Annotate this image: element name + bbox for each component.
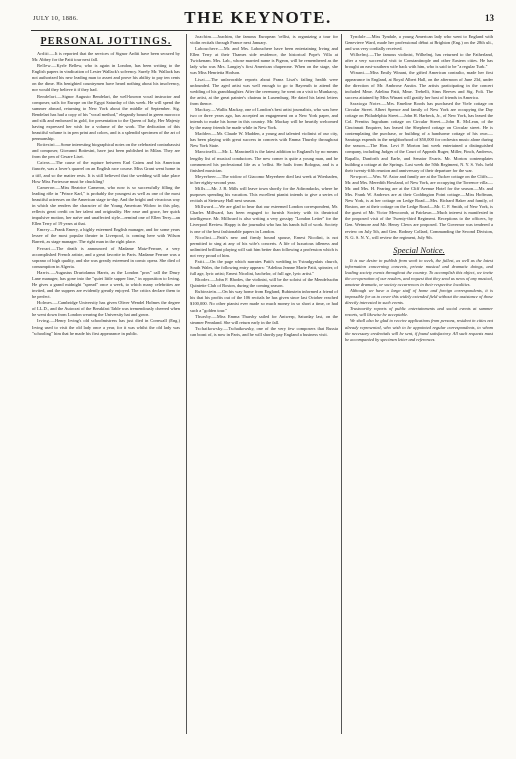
- article-paragraph: [190, 314, 338, 326]
- article-text: John F. Rhodes, the violinist, will be the soloist of the Mendelssohn Quintette Club of Boston, during the coming season.: [190, 277, 338, 289]
- article-paragraph: [32, 300, 180, 318]
- article-text: Miss Emily Winant, the gifted American contralto, made her first appearance in England, at Royal Albert Hall, on the afternoon of June 23d, under the direction of Mr. Ambrose Austin. The artists participating in the concert included Mme. Adelina Patti, Mme. Trebelli, Sims Reeves and Sig. Foli. The success attained by Miss Winant will gratify her host of friends in America.: [345, 70, 493, 100]
- article-paragraph: [32, 94, 180, 143]
- article-paragraph: [32, 246, 180, 270]
- article-lead: Joachim.—: [195, 34, 218, 39]
- article-lead: Newport.—: [350, 173, 373, 179]
- article-paragraph: [32, 318, 180, 336]
- article-paragraph: [32, 270, 180, 300]
- masthead-title: THE KEYNOTE.: [184, 8, 332, 27]
- article-lead: Tyndale.—: [350, 34, 372, 39]
- article-text: The unfavorable reports about Franz Liszt's failing health were unfounded. The aged artist was well enough to go to Bayreuth to attend the wedding of his granddaughter. After the ceremony, he went on a visit to Munkacsy, the artist, at the great painter's chateau in Luxemburg. He dated his latest letters from thence.: [190, 76, 338, 106]
- article-lead: Holmes.—: [37, 300, 58, 306]
- article-lead: Nicolini.—: [195, 234, 218, 240]
- article-text: Wallis Mackay, one of London's best artist journalists, who was here two or three years ago, has accepted an engagement on a New York paper, and intends to make his home in this country. Mr. Mackay will be heartily welcomed by the many friends he made while in New York.: [190, 106, 338, 131]
- column-middle: [190, 34, 338, 736]
- article-text: The cause of the rupture between Earl Cairns and his American fiancée, was a lover's quarrel on an English race course. Miss Grant went home in a tiff, and so the matter rests. It is still believed that the wedding will take place How Miss Fortescue must be chuckling!: [32, 160, 180, 184]
- article-lead: Arditi.—: [37, 51, 55, 56]
- article-text: Wm. W. Astor and family are at the Tucker cottage on the Cliffs.—Mr. and Mrs. Meredith Howland, of New York, are occupying the Torrence villa.—Mr. and Mrs. H. Fearing are at the Cliff Avenue Hotel for the season.—Mr. and Mrs. Frank W. Andrews are at their Coddington Point cottage.—Miss Hoffman, New York, is at her cottage on Ledge Road.—Mrs. Richard Baker and family, of Boston, are at their cottage on the Ledge Road.—Mr. C. F. Smith, of New York, is the guest of Mr. Victor Mewcomb, at Fairlawn.—Much interest is manifested in the proposed visit of the Twenty-third Regiment. Receptions to the officers, by Gen. Wetmore and Mr. Henry Clews are proposed. The Governor was tendered a review on July 5th, and Gen. Rodney Collard, Commanding the Second Division, N. G. S. N. Y., will review the regiment, July 9th.: [345, 173, 493, 240]
- article-text: On the page which narrates Patti's wedding in Ystradgynlais church, South Wales, the following entry appears: "Adelina Jeanne Marie Patti, spinster, of full age, lyric artist; Ernest Nicolini, bachelor, of full age, lyric artist.": [190, 258, 338, 277]
- article-paragraph: [190, 77, 338, 107]
- paragraph-list: [32, 51, 180, 337]
- article-text: Cambridge University has given Oliver Wendel Holmes the degree of LL.D., and the Autocrat of the Breakfast Table was tremendously cheered when he went down from London wearing the University hat and gown.: [32, 300, 180, 318]
- article-paragraph: [190, 131, 338, 149]
- article-text: On his way home from England, Rubinstein informed a friend of his that his profits out of the 106 recitals he has given since last October reached $100,000. No other pianist ever made so much money in so short a time, or had such a "golden tour.": [190, 289, 338, 313]
- column-divider: [341, 34, 342, 734]
- article-text: Augustus Druriolanus Harris, as the London "pros" call the Drury Lane manager, has gone into the "quiet little supper line," in opposition to Irving. He gives a grand midnight "spread" once a week, to which many celebrities are invited, and the suppers are evidently greatly enjoyed. The critics declare them to be perfect.: [32, 269, 180, 300]
- article-text: Mr. Claude W. Madden, a young and talented violinist of our city, has been playing with great success in concerts with Emma Thursby throughout New York State.: [190, 131, 338, 149]
- article-lead: Thursby.—: [195, 313, 217, 319]
- article-text: Mr. J. B. Mills will leave town shortly for the Adirondacks, where he purposes spending his vacation. This excellent pianist intends to give a series of recitals at Steinway Hall next season.: [190, 185, 338, 204]
- column-right: [345, 34, 493, 736]
- article-text: Mr. L. Mancinelli is the latest addition to England's by no means lengthy list of musical conductors. The new comer is quite a young man, and he commenced his professional life as a 'cellist. He hails from Bologna, and is a finished musician.: [190, 149, 338, 173]
- article-text: Kyrle Bellew, who is again in London, has been writing to the English papers in vindication of Lester Wallack's solvency. Surely Mr. Wallack has not authorized his new leading man to assert and prove his ability to pay ten cents on the dime. His benighted countrymen have heard nothing about his insolvency, nor would they believe it if they had.: [32, 63, 180, 93]
- column-personal-jottings: [32, 34, 180, 736]
- article-lead: Ferrari.—: [37, 245, 57, 251]
- article-paragraph: [345, 101, 493, 174]
- article-text: Henry Irving's old schoolmistress has just died in Cornwall (Eng.) Irving used to visit the old lady once a year, for it was whilst the old lady was "schooling" him that he made his first appearance in public.: [32, 318, 180, 336]
- article-lead: Labouchere.—: [195, 46, 224, 52]
- article-paragraph: [32, 142, 180, 160]
- article-text: Miss Emma Thursby sailed for Antwerp, Saturday last, on the steamer Pennland. She will return early in the fall.: [190, 313, 338, 325]
- article-lead: Madden.—: [195, 131, 217, 137]
- article-text: Some interesting biographical notes on the celebrated contrabassist and composer, Giovanni Bottesini, have just been published in Milan. They are from the pen of Cesare Lisei.: [32, 142, 180, 160]
- notice-paragraph: It is our desire to publish from week to week, the fullest, as well as the latest information concerning concerts, private musical and dramatic doings, and leading society events throughout the country. To accomplish this object, we invite the co-operation of our readers, and request that they send us news of any musical, amateur dramatic, or society occurrences in their respective localities.: [345, 257, 493, 287]
- article-lead: Emery—: [37, 227, 55, 233]
- article-paragraph: [190, 34, 338, 46]
- article-lead: Wilhelmj.—: [350, 52, 375, 58]
- article-lead: Bellew.—: [37, 63, 57, 69]
- article-text: The widow of Giacomo Meyerbeer died last week at Wiesbaden, in her eighty-second year.: [190, 173, 338, 185]
- article-lead: Tschaikowsky.—: [195, 325, 229, 331]
- issue-date: JULY 10, 1886.: [33, 15, 79, 22]
- article-paragraph: [190, 46, 338, 76]
- header-rule: [31, 30, 493, 31]
- article-paragraph: [345, 52, 493, 70]
- article-lead: Bottesini.—: [37, 142, 61, 148]
- article-lead: Rubinstein.—: [195, 289, 223, 295]
- article-lead: Irving.—: [37, 318, 55, 324]
- article-lead: Patti.—: [195, 258, 211, 264]
- article-text: Miss Beatrice Cameron, who now is so successfully filling the leading rôle in "Prince Karl," is probably the youngest as well as one of the most beautiful actresses on the American stage to-day. And the bright and vivacious way in which she renders the character of the Young American Widow in this play, reflects great credit on her talent and originality. Her ease and grace, her quick impulsive motion, her naïve and unaffected style—remind one of Ellen Terry—an Ellen Terry of 19 years at that.: [32, 184, 180, 227]
- article-lead: Rhodes.—: [195, 277, 216, 283]
- article-text: The death is announced of Madame Matz-Ferrare, a very accomplished French artiste, and a great favorite in Paris. Madame Ferrare was a soprano of high quality, and she was greatly esteemed in comic opera. She died of consumption in Algeria.: [32, 245, 180, 269]
- article-text: Mr. and Mrs. Labouchere have been entertaining Irving and Ellen Terry at their Thames side residence, the historical Pope's Villa at Twickenam. Mrs. Lab., whose married name is Pigeon, will be remembered as the lady who was Mrs. Langtry's first American chaperone. When on the stage, she was Miss Henrietta Hodson.: [190, 46, 338, 76]
- article-text: Miss Tyndale, a young American lady who went to England with Genevieve Ward, made her professional début at Brighton (Eng.) on the 28th ult., and was very cordially received.: [345, 34, 493, 52]
- article-paragraph: [32, 63, 180, 93]
- article-text: Mrs. Emeline Roods has purchased the Viele cottage on Circular Street. Albert Spence and family of New York are occupying the Day cottage on Philadelphia Street.—John H. Harbeck, Jr., of New York, has leased the Col. Prentiss Ingraham cottage on Circular Street.—John R. McLean, of the Cincinnati Enquirer, has leased the Shepherd cottage on Circular street. He is contemplating the purchase, or building of a handsome cottage of his own.—Saratoga expends in the neighborhood of $50,000 for orchestra music alone during the season.—The Hon. Levi P. Morton last week entertained a distinguished company, including Judges of the Court of Appeals Ruger, Miller, Finch, Andrews, Rapallo, Danforth and Earle, and Senator Evarts. Mr. Morton contemplates building a cottage at the Springs. Last week the 50th Regiment, N. Y. S. Vols. held their twenty-fifth reunion and anniversary of their departure for the war.: [345, 100, 493, 173]
- article-paragraph: [190, 289, 338, 313]
- article-text: Signor Augusto Bendelari, the well-known vocal instructor and composer, sails for Europe on the Egypt Saturday of this week. He will spend the summer abroad, returning to New York about the middle of September. Sig. Bendelari has had a copy of his "vocal method," elegantly bound in green morocco and silk and embossed in gold, for presentation to the Queen of Italy, Her Majesty having expressed her wish for a volume of the work. The dedication of this beautiful volume is in pen print and colors, and is a splendid specimen of the art of penmanship.: [32, 93, 180, 142]
- article-paragraph: [190, 107, 338, 131]
- article-lead: Mills.—: [195, 185, 212, 191]
- article-lead: Liszt.—: [195, 76, 211, 82]
- article-lead: Mancinelli.—: [195, 149, 223, 155]
- page-number: 13: [485, 13, 494, 23]
- special-notice-body: [345, 258, 493, 343]
- article-paragraph: [345, 34, 493, 52]
- article-paragraph: [32, 160, 180, 184]
- column-divider: [186, 34, 187, 734]
- section-heading: PERSONAL JOTTINGS.: [40, 36, 172, 47]
- article-paragraph: [32, 227, 180, 245]
- special-notice-heading: Special Notice.: [393, 244, 445, 255]
- paragraph-list: [190, 34, 338, 338]
- article-text: Tschaikowsky, one of the very few composers that Russia can boast of, is now in Paris, and he will shortly pay England a business visit.: [190, 325, 338, 337]
- page-header: [0, 0, 516, 30]
- article-paragraph: [32, 51, 180, 63]
- article-text: It is reported that the services of Signor Arditi have been secured by Mr. Abbey for the Patti tour next fall.: [32, 51, 180, 63]
- article-lead: Winant.—: [350, 70, 371, 76]
- article-lead: Millward.—: [195, 204, 220, 210]
- article-text: Joachim, the famous European 'cellist, is organizing a tour for violin recitals through France next January.: [190, 34, 338, 46]
- article-paragraph: [190, 277, 338, 289]
- article-lead: Mackay.—: [195, 106, 217, 112]
- article-paragraph: [190, 186, 338, 204]
- article-text: Patti's new and firmly bound spouse, Ernest Nicolini, is not permitted to sing at any of his wife's concerts. A life of luxurious idleness and unlimited brilliant playing will suit him better than following a profession which is not very proud of him.: [190, 234, 338, 258]
- article-lead: Cairns.—: [37, 160, 56, 166]
- article-paragraph: [190, 174, 338, 186]
- article-lead: Saratoga Notes.—: [350, 100, 387, 106]
- article-paragraph: [190, 149, 338, 173]
- notice-paragraph: Although we have a large staff of home and foreign correspondents, it is impossible for us to cover this widely extended field without the assistance of those directly interested in such events.: [345, 288, 493, 306]
- article-lead: Meyerbeer.—: [195, 173, 222, 179]
- article-paragraph: [190, 259, 338, 277]
- article-paragraph: [345, 70, 493, 100]
- article-text: Frank Emery, a highly esteemed English manager, and for some years lessee of the most popular theatre in Liverpool, is coming here with Wilson Barrett, as stage manager. The right man in the right place.: [32, 227, 180, 245]
- article-lead: Harris.—: [37, 269, 56, 275]
- article-paragraph: [190, 235, 338, 259]
- article-paragraph: [190, 326, 338, 338]
- article-text: We are glad to hear that our esteemed London correspondent, Mr. Charles Millward, has been engaged to furnish Society with its theatrical intelligence. Mr. Millward is also writing a very gossipy "London Letter" for the Liverpool Review. Happy is the journalist who has his hands full of work. Society is one of the best fashionable papers in London.: [190, 204, 338, 234]
- article-text: The famous violinist, Wilhelmj, has returned to the Fatherland, after a very successful visit to Constantinople and other Eastern cities. He has brought an east-southern wife back with him, who is said to be "a regular Turk.": [345, 52, 493, 70]
- notice-paragraph: We shall also be glad to receive applications from persons, resident in cities not already represented, who wish to be appointed regular correspondents, to whom the necessary credentials will be sent, if found satisfactory. All such requests must be accompanied by specimen letter and references.: [345, 318, 493, 342]
- article-lead: Cameron.—: [37, 184, 61, 190]
- article-paragraph: [190, 204, 338, 234]
- article-paragraph: [345, 174, 493, 241]
- paragraph-list: [345, 34, 493, 241]
- notice-paragraph: Trustworthy reports of public entertainments and social events at summer resorts, will likewise be acceptable.: [345, 306, 493, 318]
- article-paragraph: [32, 185, 180, 228]
- article-lead: Bendelari.—: [37, 93, 62, 99]
